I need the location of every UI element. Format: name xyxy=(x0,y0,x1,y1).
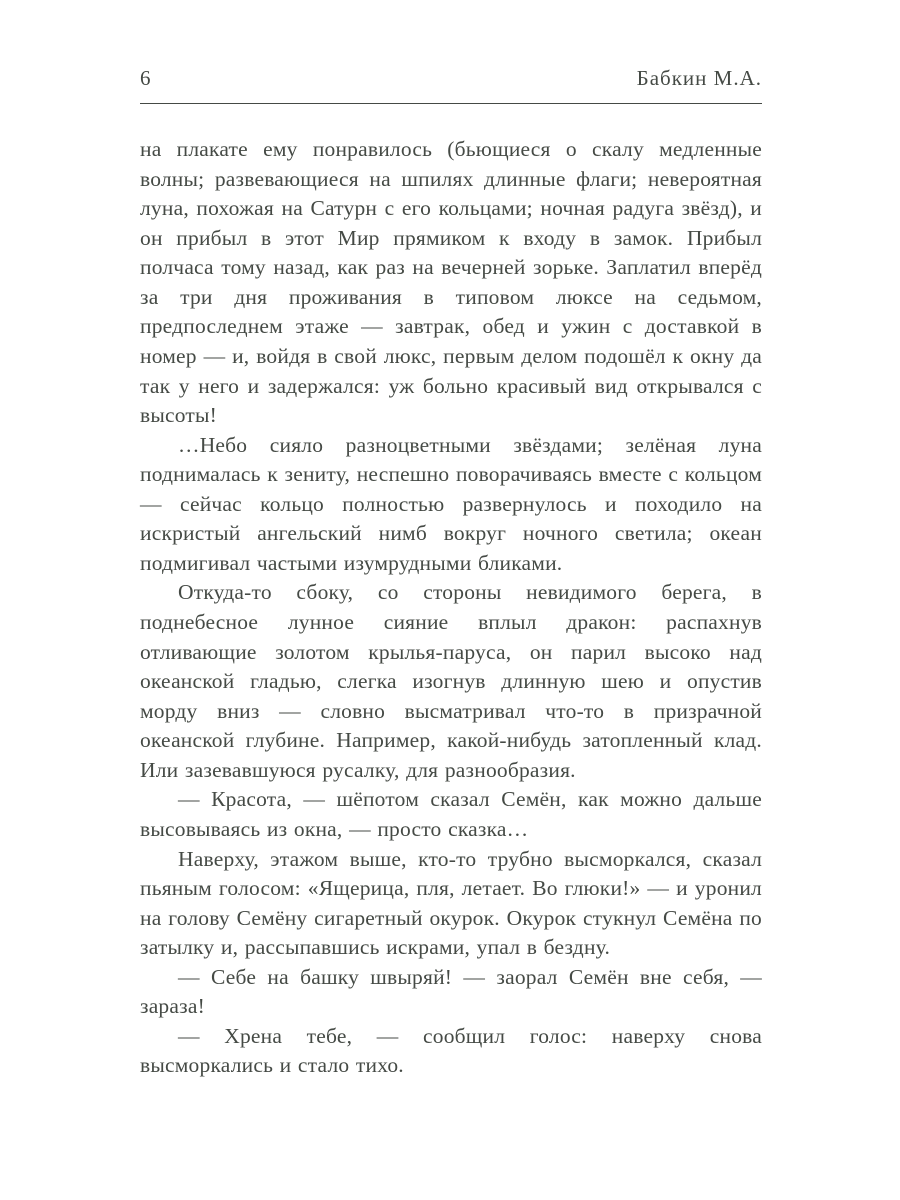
paragraph-2: …Небо сияло разноцветными звёздами; зелёная луна поднималась к зениту, неспешно поворачиваясь вместе с кольцом — сейчас кольцо полностью развернулось и походило на искристый ангельский нимб вокруг ночного светила; океан подмигивал частыми изумрудными бликами. xyxy=(140,432,762,575)
paragraph-6: — Себе на башку швыряй! — заорал Семён вне себя, — зараза! xyxy=(140,964,762,1019)
paragraph-3: Откуда-то сбоку, со стороны невидимого берега, в поднебесное лунное сияние вплыл дракон: распахнув отливающие золотом крылья-паруса, он парил высоко над океанской гладью, слегка изогнув длинную шею и опустив морду вниз — словно высматривал что-то в призрачной океанской глубине. Например, какой-нибудь затопленный клад. Или зазевавшуюся русалку, для разнообразия. xyxy=(140,580,762,782)
paragraph-1: на плакате ему понравилось (бьющиеся о скалу медленные волны; развевающиеся на шпилях длинные флаги; невероятная луна, похожая на Сатурн с его кольцами; ночная радуга звёзд), и он прибыл в этот Мир прямиком к входу в замок. Прибыл полчаса тому назад, как раз на вечерней зорьке. Заплатил вперёд за три дня проживания в типовом люксе на седьмом, предпоследнем этаже — завтрак, обед и ужин с доставкой в номер — и, войдя в свой люкс, первым делом подошёл к окну да так у него и задержался: уж больно красивый вид открывался с высоты! xyxy=(140,137,762,428)
page-header xyxy=(140,66,762,91)
paragraph-7: — Хрена тебе, — сообщил голос: наверху снова высморкались и стало тихо. xyxy=(140,1023,762,1078)
header-rule xyxy=(140,103,762,104)
page-body xyxy=(140,135,762,1081)
paragraph-5: Наверху, этажом выше, кто-то трубно высморкался, сказал пьяным голосом: «Ящерица, пля, летает. Во глюки!» — и уронил на голову Семёну сигаретный окурок. Окурок стукнул Семёна по затылку и, рассыпавшись искрами, упал в бездну. xyxy=(140,846,762,960)
paragraph-4: — Красота, — шёпотом сказал Семён, как можно дальше высовываясь из окна, — просто сказка… xyxy=(140,787,762,841)
page-number: 6 xyxy=(140,66,152,90)
running-title: Бабкин М.А. xyxy=(636,66,762,90)
